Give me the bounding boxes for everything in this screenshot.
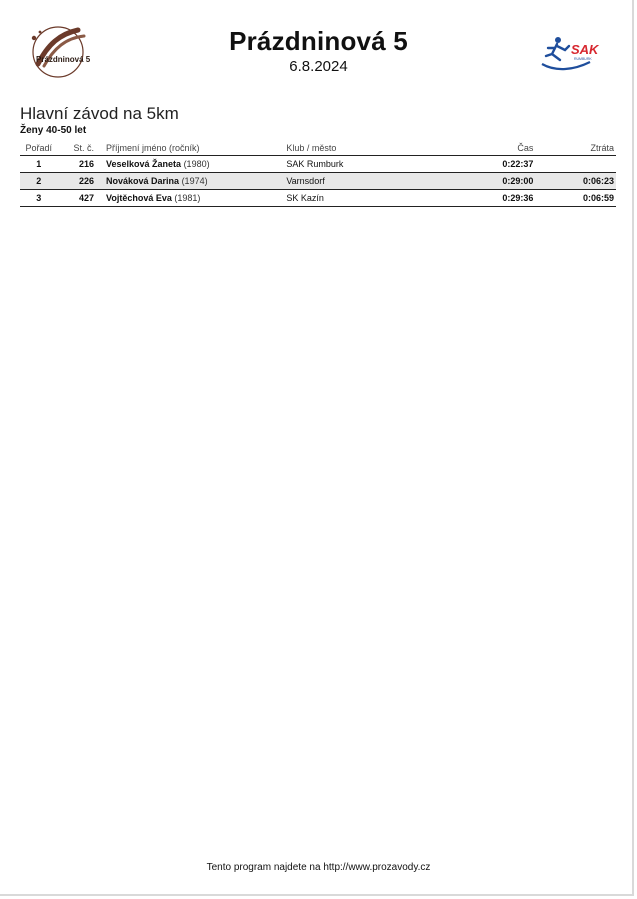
row-club: SAK Rumburk bbox=[284, 156, 440, 173]
col-rank-header: Pořadí bbox=[20, 141, 57, 156]
row-time: 0:22:37 bbox=[440, 156, 535, 173]
event-title: Prázdninová 5 bbox=[229, 26, 408, 56]
row-loss bbox=[535, 156, 616, 173]
footer-text: Tento program najdete na http://www.prozavody.cz bbox=[206, 862, 431, 873]
row-name: Veselková Žaneta bbox=[106, 159, 182, 169]
row-loss: 0:06:23 bbox=[535, 173, 616, 190]
table-row bbox=[20, 190, 616, 207]
row-time: 0:29:36 bbox=[440, 190, 535, 207]
event-date: 6.8.2024 bbox=[289, 58, 348, 75]
row-bib: 226 bbox=[57, 173, 98, 190]
col-bib-header: St. č. bbox=[57, 141, 98, 156]
row-year: (1980) bbox=[183, 159, 210, 169]
logo-left-text: Prázdninová 5 bbox=[36, 55, 91, 64]
row-bib: 216 bbox=[57, 156, 98, 173]
row-rank: 2 bbox=[20, 173, 57, 190]
results-table bbox=[20, 141, 616, 207]
race-title: Hlavní závod na 5km bbox=[20, 104, 179, 123]
row-year: (1974) bbox=[181, 176, 208, 186]
row-rank: 1 bbox=[20, 156, 57, 173]
row-name: Nováková Darina bbox=[106, 176, 180, 186]
row-name-cell bbox=[98, 173, 284, 190]
col-time-header: Čas bbox=[440, 141, 535, 156]
row-club: SK Kazín bbox=[284, 190, 440, 207]
row-year: (1981) bbox=[174, 193, 201, 203]
col-name-header: Příjmení jméno (ročník) bbox=[98, 141, 284, 156]
row-loss: 0:06:59 bbox=[535, 190, 616, 207]
table-row bbox=[20, 156, 616, 173]
row-club: Varnsdorf bbox=[284, 173, 440, 190]
logo-right-text: SAK bbox=[571, 42, 599, 57]
col-loss-header: Ztráta bbox=[535, 141, 616, 156]
table-row bbox=[20, 173, 616, 190]
sak-rumburk-logo bbox=[538, 34, 600, 74]
row-name-cell bbox=[98, 190, 284, 207]
logo-right-subtext: RUMBURK bbox=[574, 57, 592, 61]
row-bib: 427 bbox=[57, 190, 98, 207]
col-club-header: Klub / město bbox=[284, 141, 440, 156]
row-name: Vojtěchová Eva bbox=[106, 193, 172, 203]
table-header-row bbox=[20, 141, 616, 156]
row-time: 0:29:00 bbox=[440, 173, 535, 190]
row-name-cell bbox=[98, 156, 284, 173]
category-title: Ženy 40-50 let bbox=[20, 125, 87, 136]
row-rank: 3 bbox=[20, 190, 57, 207]
